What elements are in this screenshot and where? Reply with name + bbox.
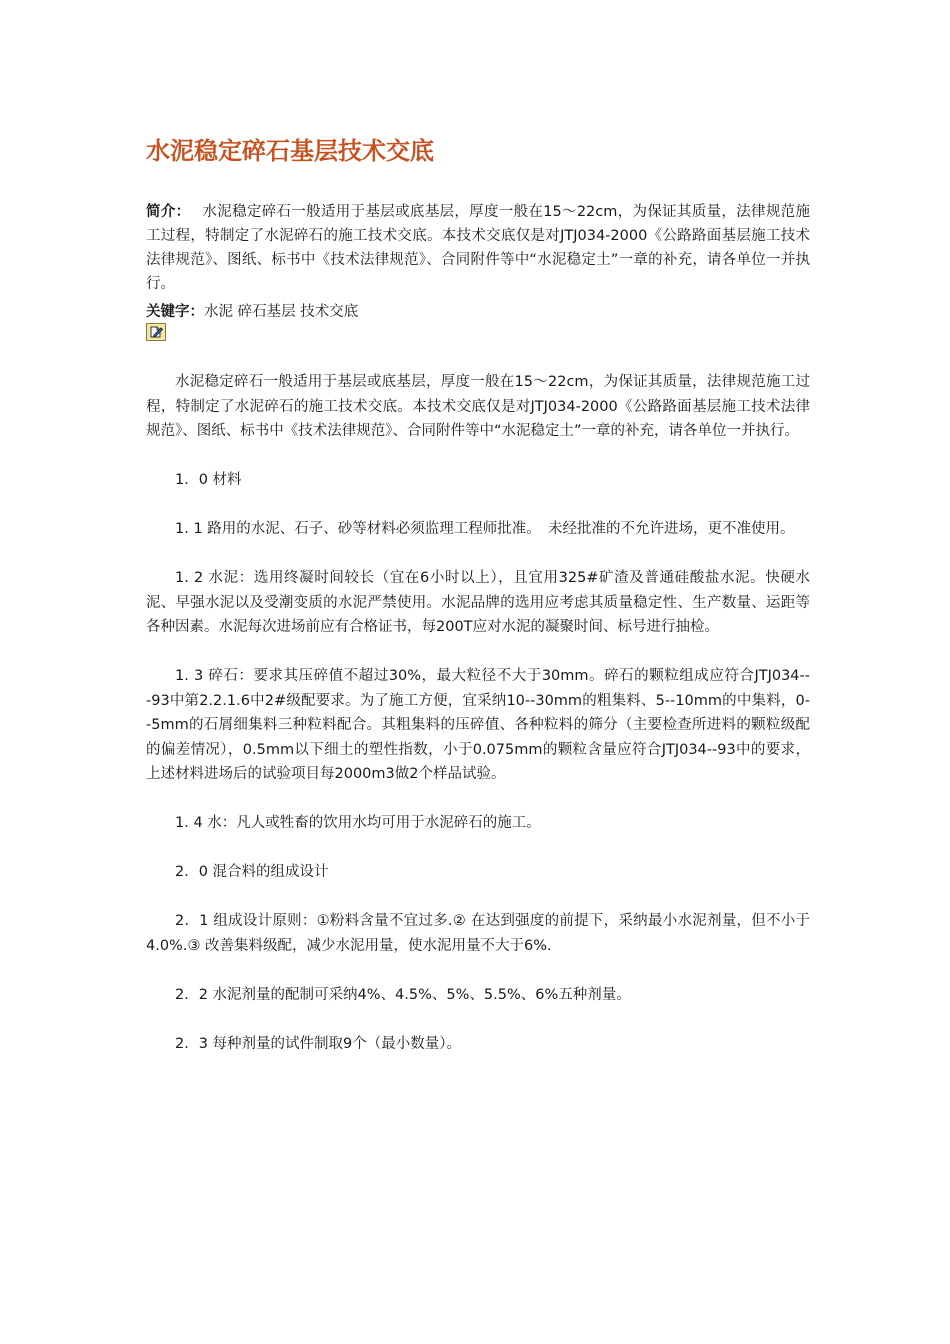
section-heading: 1．0 材料 xyxy=(175,472,242,488)
document-body xyxy=(146,370,810,1081)
body-paragraph: 2．1 组成设计原则：①粉料含量不宜过多.② 在达到强度的前提下，采纳最小水泥剂量，但不小于4.0%.③ 改善集料级配，减少水泥用量，使水泥用量不大于6%. xyxy=(146,913,810,954)
keywords-label: 关键字： xyxy=(146,304,204,320)
body-paragraph: 1. 3 碎石：要求其压碎值不超过30%，最大粒径不大于30mm。碎石的颗粒组成应符合JTJ034---93中第2.2.1.6中2#级配要求。为了施工方便，宜采纳10--30mm的粗集料、5--10mm的中集料，0--5mm的石屑细集料三种粒料配合。其粗集料的压碎值、各种粒料的筛分（主要检查所进料的颗粒级配的偏差情况），0.5mm以下细土的塑性指数，小于0.075mm的颗粒含量应符合JTJ034--93中的要求，上述材料进场后的试验项目每2000m3做2个样品试验。 xyxy=(146,668,810,782)
summary-text: 水泥稳定碎石一般适用于基层或底基层，厚度一般在15～22cm，为保证其质量，法律规范施工过程，特制定了水泥碎石的施工技术交底。本技术交底仅是对JTJ034-2000《公路路面基层施工技术法律规范》、图纸、标书中《技术法律规范》、合同附件等中“水泥稳定土”一章的补充，请各单位一并执行。 xyxy=(146,204,810,292)
body-paragraph: 1. 1 路用的水泥、石子、砂等材料必须监理工程师批准。 未经批准的不允许进场，更不准使用。 xyxy=(175,521,795,537)
document-title: 水泥稳定碎石基层技术交底 xyxy=(146,137,434,165)
body-paragraph: 1. 2 水泥：选用终凝时间较长（宜在6小时以上），且宜用325#矿渣及普通硅酸盐水泥。快硬水泥、早强水泥以及受潮变质的水泥严禁使用。水泥品牌的选用应考虑其质量稳定性、生产数量、运距等各种因素。水泥每次进场前应有合格证书，每200T应对水泥的凝聚时间、标号进行抽检。 xyxy=(146,570,810,635)
document-keywords xyxy=(146,300,810,324)
body-paragraph: 2．2 水泥剂量的配制可采纳4%、4.5%、5%、5.5%、6%五种剂量。 xyxy=(175,986,631,1003)
section-heading: 2．0 混合料的组成设计 xyxy=(175,864,329,880)
body-paragraph: 1. 4 水：凡人或牲畜的饮用水均可用于水泥碎石的施工。 xyxy=(175,815,541,831)
body-paragraph: 水泥稳定碎石一般适用于基层或底基层，厚度一般在15～22cm，为保证其质量，法律规范施工过程，特制定了水泥碎石的施工技术交底。本技术交底仅是对JTJ034-2000《公路路面基层施工技术法律规范》、图纸、标书中《技术法律规范》、合同附件等中“水泥稳定土”一章的补充，请各单位一并执行。 xyxy=(146,374,810,439)
keywords-text: 水泥 碎石基层 技术交底 xyxy=(204,304,359,320)
document-summary xyxy=(146,200,810,296)
summary-label: 简介： xyxy=(146,204,191,220)
body-paragraph: 2．3 每种剂量的试件制取9个（最小数量）。 xyxy=(175,1035,462,1052)
document-edit-icon xyxy=(146,323,166,341)
